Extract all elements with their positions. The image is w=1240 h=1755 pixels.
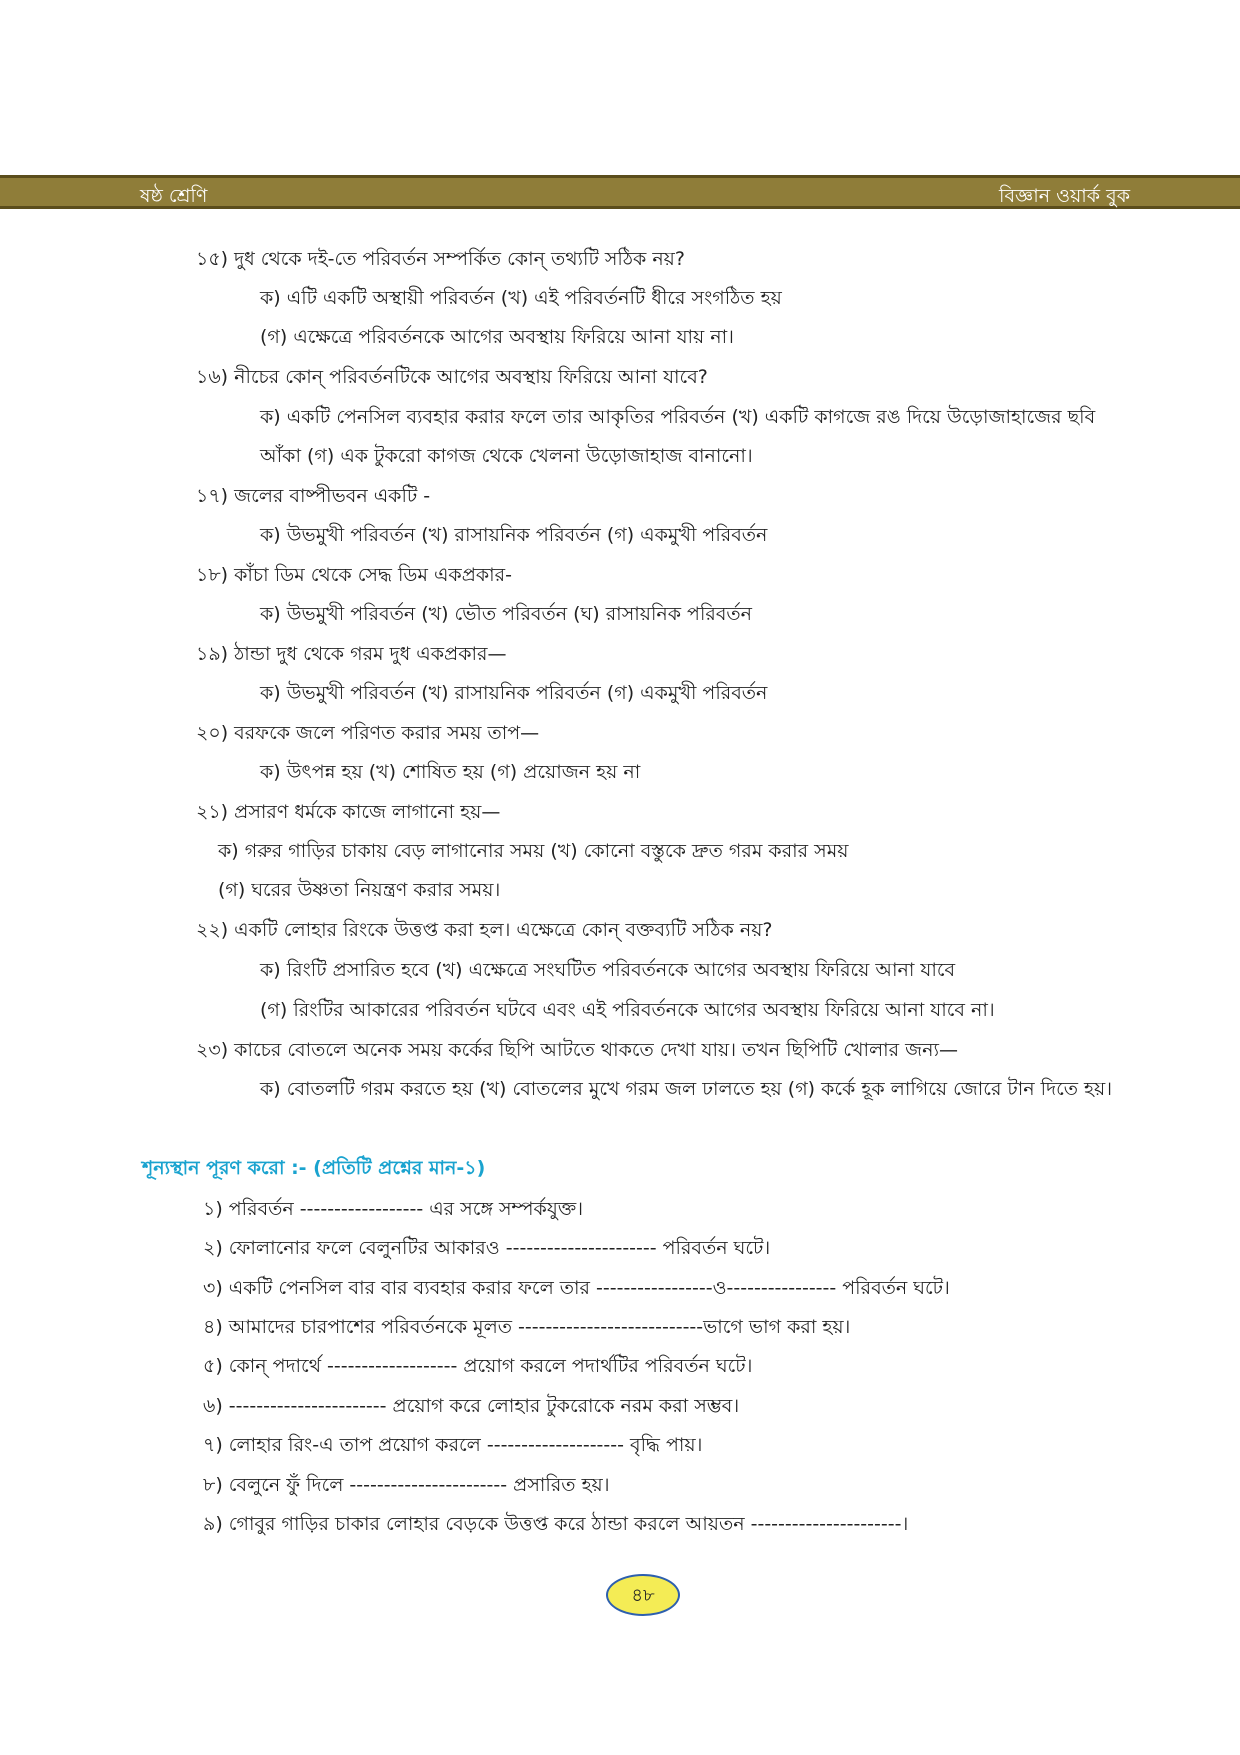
question-21-options-1: ক) গরুর গাড়ির চাকায় বেড় লাগানোর সময় (খ) কোনো বস্তুকে দ্রুত গরম করার সময় <box>218 840 849 862</box>
question-21-options-2: (গ) ঘরের উষ্ণতা নিয়ন্ত্রণ করার সময়। <box>218 879 501 901</box>
question-20: ২০) বরফকে জলে পরিণত করার সময় তাপ— <box>196 722 540 744</box>
fill-item-3: ৩) একটি পেনসিল বার বার ব্যবহার করার ফলে তার -----------------ও---------------- পরিবর্তন ঘটে। <box>203 1277 950 1299</box>
question-23-options: ক) বোতলটি গরম করতে হয় (খ) বোতলের মুখে গরম জল ঢালতে হয় (গ) কর্কে হূক লাগিয়ে জোরে টান দিতে হয়। <box>260 1078 1112 1100</box>
fill-item-9: ৯) গোবুর গাড়ির চাকার লোহার বেড়কে উত্তপ্ত করে ঠান্ডা করলে আয়তন ----------------------। <box>203 1513 909 1535</box>
fill-item-2: ২) ফোলানোর ফলে বেলুনটির আকারও ---------------------- পরিবর্তন ঘটে। <box>203 1237 771 1259</box>
question-17: ১৭) জলের বাষ্পীভবন একটি - <box>196 485 431 507</box>
fill-item-7: ৭) লোহার রিং-এ তাপ প্রয়োগ করলে -------------------- বৃদ্ধি পায়। <box>203 1434 703 1456</box>
question-22-options-1: ক) রিংটি প্রসারিত হবে (খ) এক্ষেত্রে সংঘটিত পরিবর্তনকে আগের অবস্থায় ফিরিয়ে আনা যাবে <box>260 959 956 981</box>
question-22-options-2: (গ) রিংটির আকারের পরিবর্তন ঘটবে এবং এই পরিবর্তনকে আগের অবস্থায় ফিরিয়ে আনা যাবে না। <box>260 999 995 1021</box>
question-22: ২২) একটি লোহার রিংকে উত্তপ্ত করা হল। এক্ষেত্রে কোন্ বক্তব্যটি সঠিক নয়? <box>196 919 773 941</box>
question-19-options: ক) উভমুখী পরিবর্তন (খ) রাসায়নিক পরিবর্তন (গ) একমুখী পরিবর্তন <box>260 682 768 704</box>
question-18: ১৮) কাঁচা ডিম থেকে সেদ্ধ ডিম একপ্রকার- <box>196 564 512 586</box>
question-16: ১৬) নীচের কোন্ পরিবর্তনটিকে আগের অবস্থায় ফিরিয়ে আনা যাবে? <box>196 366 708 388</box>
question-17-options: ক) উভমুখী পরিবর্তন (খ) রাসায়নিক পরিবর্তন (গ) একমুখী পরিবর্তন <box>260 524 768 546</box>
question-15-options-2: (গ) এক্ষেত্রে পরিবর্তনকে আগের অবস্থায় ফিরিয়ে আনা যায় না। <box>260 326 734 348</box>
question-16-options-1: ক) একটি পেনসিল ব্যবহার করার ফলে তার আকৃতির পরিবর্তন (খ) একটি কাগজে রঙ দিয়ে উড়োজাহাজের ছবি <box>260 406 1096 428</box>
fill-item-6: ৬) ----------------------- প্রয়োগ করে লোহার টুকরোকে নরম করা সম্ভব। <box>203 1395 740 1417</box>
question-18-options: ক) উভমুখী পরিবর্তন (খ) ভৌত পরিবর্তন (ঘ) রাসায়নিক পরিবর্তন <box>260 603 753 625</box>
question-16-options-2: আঁকা (গ) এক টুকরো কাগজ থেকে খেলনা উড়োজাহাজ বানানো। <box>260 445 753 467</box>
fill-item-8: ৮) বেলুনে ফুঁ দিলে ----------------------- প্রসারিত হয়। <box>203 1474 610 1496</box>
question-15: ১৫) দুধ থেকে দই-তে পরিবর্তন সম্পর্কিত কোন্ তথ্যটি সঠিক নয়? <box>196 248 685 270</box>
fill-item-4: ৪) আমাদের চারপাশের পরিবর্তনকে মূলত ---------------------------ভাগে ভাগ করা হয়। <box>203 1316 851 1338</box>
question-15-options-1: ক) এটি একটি অস্থায়ী পরিবর্তন (খ) এই পরিবর্তনটি ধীরে সংগঠিত হয় <box>260 287 782 309</box>
question-20-options: ক) উৎপন্ন হয় (খ) শোষিত হয় (গ) প্রয়োজন হয় না <box>260 761 641 783</box>
fill-item-5: ৫) কোন্ পদার্থে ------------------- প্রয়োগ করলে পদার্থটির পরিবর্তন ঘটে। <box>203 1355 753 1377</box>
fill-blanks-heading: শূন্যস্থান পূরণ করো :- (প্রতিটি প্রশ্নের মান-১) <box>142 1157 486 1179</box>
page-number-badge: ৪৮ <box>606 1574 680 1616</box>
page-header-band <box>0 175 1240 209</box>
question-19: ১৯) ঠান্ডা দুধ থেকে গরম দুধ একপ্রকার— <box>196 643 507 665</box>
header-book-title: বিজ্ঞান ওয়ার্ক বুক <box>999 185 1130 207</box>
question-23: ২৩) কাচের বোতলে অনেক সময় কর্কের ছিপি আটতে থাকতে দেখা যায়। তখন ছিপিটি খোলার জন্য— <box>196 1039 958 1061</box>
header-class-label: ষষ্ঠ শ্রেণি <box>140 185 208 207</box>
question-21: ২১) প্রসারণ ধর্মকে কাজে লাগানো হয়— <box>196 801 501 823</box>
fill-item-1: ১) পরিবর্তন ------------------ এর সঙ্গে সম্পর্কযুক্ত। <box>203 1198 584 1220</box>
